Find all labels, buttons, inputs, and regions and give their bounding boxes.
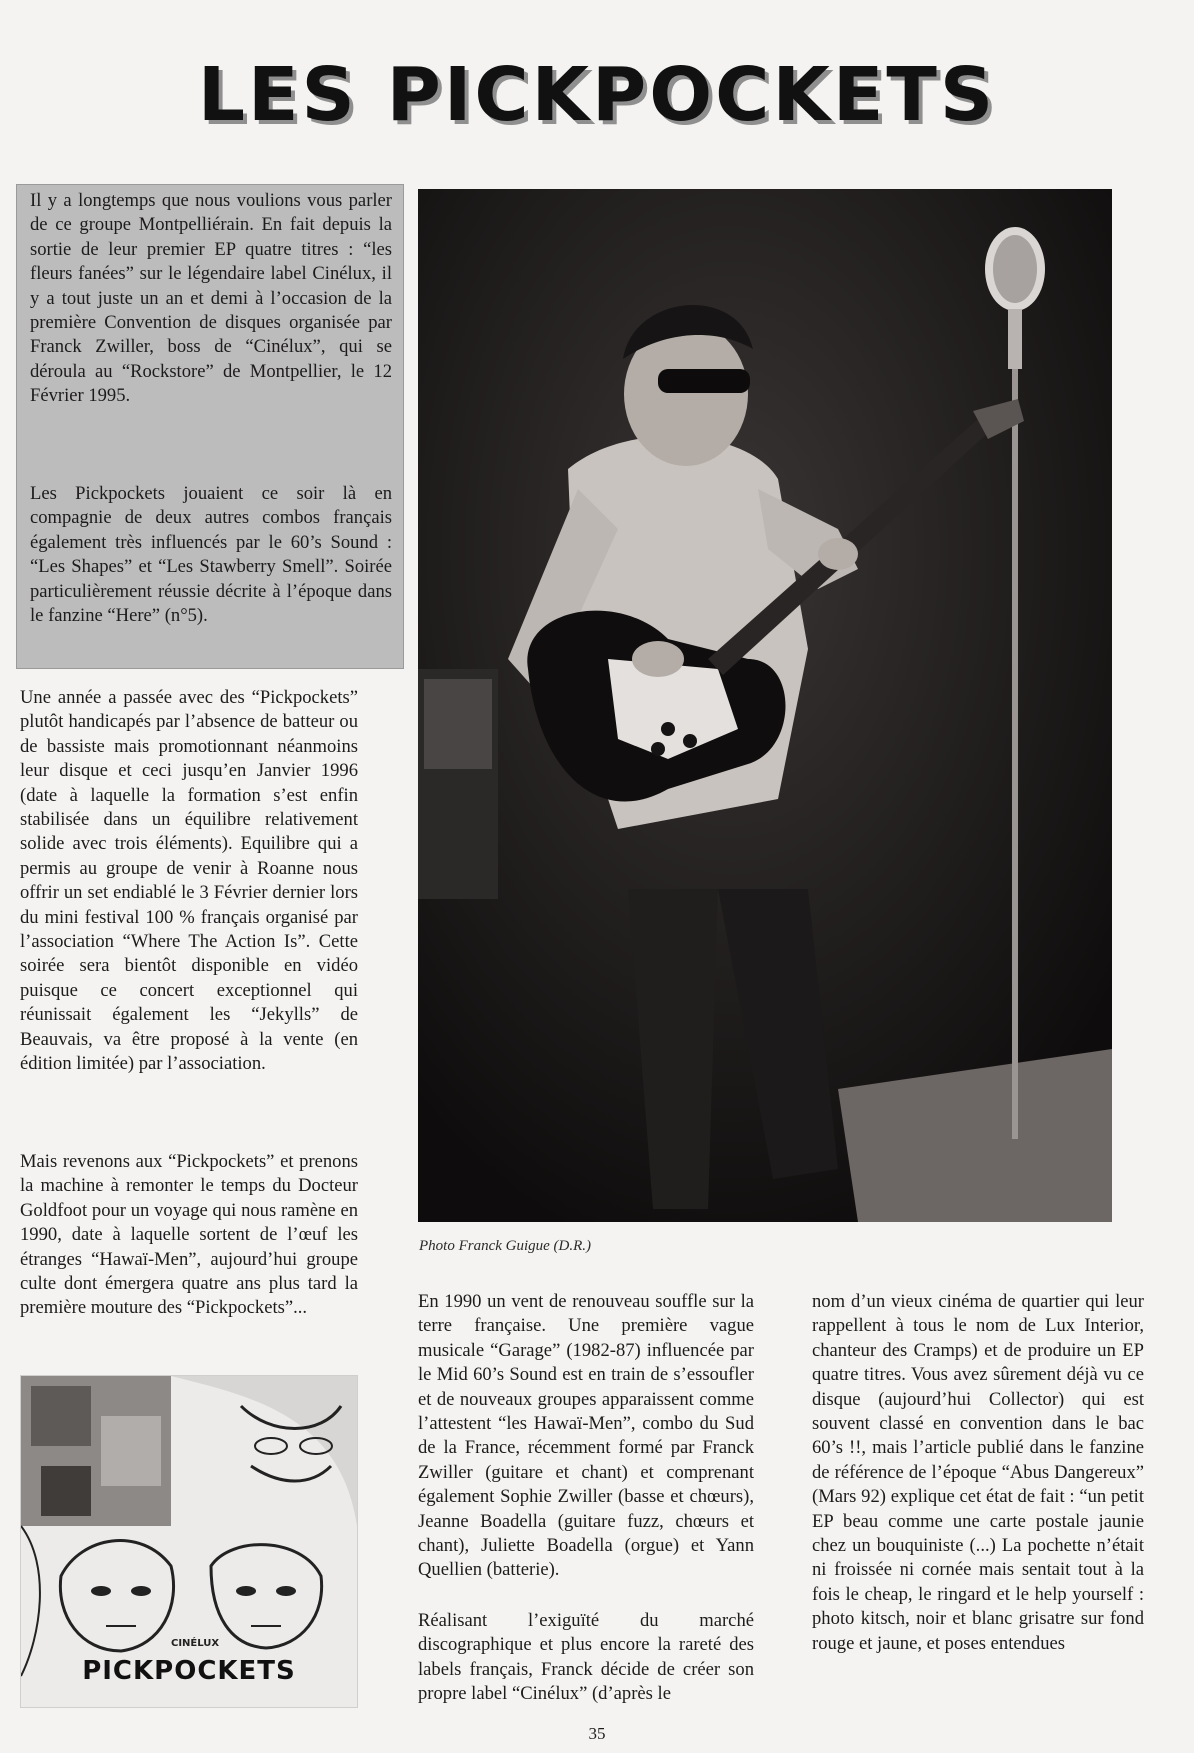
record-cover bbox=[20, 1375, 358, 1708]
left-paragraph-1: Une année a passée avec des “Pickpockets” plutôt handicapés par l’absence de batteur ou de bassiste mais promotionnant néanmoins leur disque et ceci jusqu’en Janvier 1996 (date à laquelle la formation s’est enfin stabilisée dans un équilibre relativement solide avec trois éléments). Equilibre qui a permis au groupe de venir à Roanne nous offrir un set endiablé le 3 Février dernier lors du mini festival 100 % français organisé par l’association “Where The Action Is”. Cette soirée sera bientôt disponible en vidéo puisque ce concert exceptionnel qui réunissait également les “Jekylls” de Beauvais, va être proposé à la vente (en édition limitée) par l’association. bbox=[20, 687, 358, 1075]
intro-paragraph-2: Les Pickpockets jouaient ce soir là en compagnie de deux autres combos français également très influencés par le 60’s Sound : “Les Shapes” et “Les Stawberry Smell”. Soirée particulièrement réussie décrite à l’époque dans le fanzine “Here” (n°5). bbox=[30, 483, 392, 627]
cover-band-name: PICKPOCKETS bbox=[82, 1656, 296, 1686]
left-paragraph-2: Mais revenons aux “Pickpockets” et prenons la machine à remonter le temps du Docteur Goldfoot pour un voyage qui nous ramène en 1990, date à laquelle sortent de l’œuf les étranges “Hawaï-Men”, aujourd’hui groupe culte dont émergera quatre ans plus tard la première mouture des “Pickpockets”... bbox=[20, 1151, 358, 1319]
middle-paragraph-2: Réalisant l’exiguïté du marché discographique et plus encore la rareté des labels français, Franck décide de créer son propre label “Cinélux” (d’après le bbox=[418, 1610, 754, 1705]
right-paragraph: nom d’un vieux cinéma de quartier qui leur rappellent à tous le nom de Lux Interior, chanteur des Cramps) et de produire un EP quatre titres. Vous avez sûrement déjà vu ce disque (aujourd’hui Collector) qui est souvent classé en convention dans le bac 60’s !!, mais l’article publié dans le fanzine de référence de l’époque “Abus Dangereux” (Mars 92) explique cet état de fait : “un petit EP beau comme une carte postale jaunie chez un bouquiniste (...) La pochette n’était ni froissée ni cornée mais sentait tout à la fois le cheap, le ringard et le help yourself : photo kitsch, noir et blanc grisatre sur fond rouge et jaune, et poses entendues bbox=[812, 1291, 1144, 1654]
middle-paragraph-1: En 1990 un vent de renouveau souffle sur la terre française. Une première vague musicale “Garage” (1982-87) influencée par le Mid 60’s Sound est en train de s’essoufler et de nouveaux groupes apparaissent comme l’attestent “les Hawaï-Men”, combo du Sud de la France, récemment formé par Franck Zwiller (guitare et chant) et comprenant également Sophie Zwiller (basse et chœurs), Jeanne Boadella (guitare fuzz, chœurs et chant), Juliette Boadella (orgue) et Yann Quellien (batterie). bbox=[418, 1291, 754, 1581]
page-title: LES PICKPOCKETS bbox=[197, 52, 997, 138]
guitarist-illustration bbox=[418, 189, 1112, 1222]
intro-paragraph-1: Il y a longtemps que nous voulions vous parler de ce groupe Montpelliérain. En fait depuis la sortie de leur premier EP quatre titres : “les fleurs fanées” sur le légendaire label Cinélux, il y a tout juste un an et demi à l’occasion de la première Convention de disques organisée par Franck Zwiller, boss de “Cinélux”, qui se déroula au “Rockstore” de Montpellier, le 12 Février 1995. bbox=[30, 190, 392, 407]
page-number: 35 bbox=[588, 1724, 606, 1743]
cover-label: CINÉLUX bbox=[171, 1638, 220, 1649]
concert-photo bbox=[418, 189, 1112, 1222]
photo-caption: Photo Franck Guigue (D.R.) bbox=[419, 1238, 592, 1254]
